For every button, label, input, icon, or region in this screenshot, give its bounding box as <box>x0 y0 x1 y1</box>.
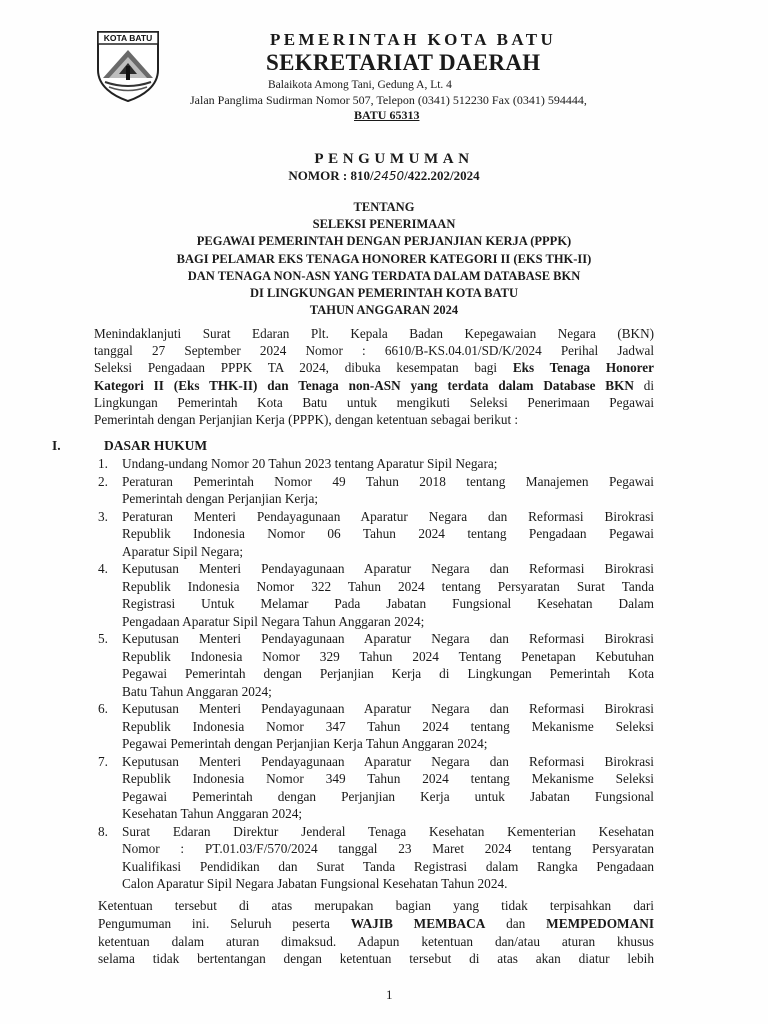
section-number: I. <box>52 438 61 453</box>
intro-line: Menindaklanjuti Surat Edaran Plt. Kepala Badan Kepegawaian Negara (BKN) <box>94 326 654 341</box>
intro-line: Kategori II (Eks THK-II) dan Tenaga non-ASN yang terdata dalam Database BKN di <box>94 377 654 393</box>
kota-batu-emblem-icon <box>95 30 161 102</box>
closing-bold: WAJIB MEMBACA <box>350 915 486 931</box>
letterhead-address: Jalan Panglima Sudirman Nomor 507, Telepon (0341) 512230 Fax (0341) 594444, <box>190 93 587 107</box>
list-item: 7. Keputusan Menteri Pendayagunaan Aparatur Negara dan Reformasi Birokrasi Republik Indonesia Nomor 349 Tahun 2024 tentang Mekanisme Seleksi Pegawai Pemerintah dengan Perjanjian Kerja untuk Jabatan Fungsional Kesehatan Tahun Anggaran 2024; <box>98 753 654 821</box>
number-handwritten: 2450 <box>373 169 405 183</box>
about-label: TENTANG <box>353 200 415 214</box>
list-item: 5. Keputusan Menteri Pendayagunaan Aparatur Negara dan Reformasi Birokrasi Republik Indonesia Nomor 329 Tahun 2024 Tentang Penetapan Kebutuhan Pegawai Pemerintah dengan Perjanjian Kerja di Lingkungan Pemerintah Kota Batu Tahun Anggaran 2024; <box>98 631 654 699</box>
intro-paragraph <box>94 325 654 428</box>
list-item: 6. Keputusan Menteri Pendayagunaan Aparatur Negara dan Reformasi Birokrasi Republik Indonesia Nomor 347 Tahun 2024 tentang Mekanisme Seleksi Pegawai Pemerintah dengan Perjanjian Kerja Tahun Anggaran 2024; <box>98 701 654 751</box>
subject-line: DAN TENAGA NON-ASN YANG TERDATA DALAM DATABASE BKN <box>187 268 581 283</box>
subject-line: BAGI PELAMAR EKS TENAGA HONORER KATEGORI II (EKS THK-II) <box>176 251 592 266</box>
logo-text: KOTA BATU <box>103 33 153 43</box>
page-number: 1 <box>386 987 393 1002</box>
subject-line: SELEKSI PENERIMAAN <box>312 217 456 231</box>
letterhead-office: SEKRETARIAT DAERAH <box>266 50 541 75</box>
list-item: 8. Surat Edaran Direktur Jenderal Tenaga Kesehatan Kementerian Kesehatan Nomor : PT.01.03/F/570/2024 tanggal 23 Maret 2024 tentang Persyaratan Kualifikasi Pendidikan dan Surat Tanda Registrasi dalam Rangka Pengadaan Calon Aparatur Sipil Negara Jabatan Fungsional Kesehatan Tahun 2024. <box>98 823 654 891</box>
intro-bold: Kategori II (Eks THK-II) dan Tenaga non-ASN yang terdata dalam Database BKN <box>94 377 634 393</box>
list-item: 4. Keputusan Menteri Pendayagunaan Aparatur Negara dan Reformasi Birokrasi Republik Indonesia Nomor 322 Tahun 2024 tentang Persyaratan Surat Tanda Registrasi Untuk Melamar Pada Jabatan Fungsional Kesehatan Dalam Pengadaan Aparatur Sipil Negara Tahun Anggaran 2024; <box>98 561 654 629</box>
number-prefix: NOMOR : 810/ <box>288 168 374 183</box>
announcement-number <box>0 168 768 184</box>
intro-line: Pemerintah dengan Perjanjian Kerja (PPPK), dengan ketentuan sebagai berikut : <box>94 412 519 428</box>
intro-line: tanggal 27 September 2024 Nomor : 6610/B-KS.04.01/SD/K/2024 Perihal Jadwal <box>94 343 654 359</box>
closing-bold: MEMPEDOMANI <box>546 915 654 931</box>
letterhead-city: BATU 65313 <box>354 108 420 122</box>
list-item: 2. Peraturan Pemerintah Nomor 49 Tahun 2018 tentang Manajemen Pegawai Pemerintah dengan Perjanjian Kerja; <box>98 473 654 506</box>
announcement-heading: PENGUMUMAN <box>314 151 474 167</box>
letterhead-government: PEMERINTAH KOTA BATU <box>270 30 557 49</box>
intro-bold: Eks Tenaga Honorer <box>512 360 654 376</box>
intro-line: Seleksi Pengadaan PPPK TA 2024, dibuka kesempatan bagi Eks Tenaga Honorer <box>94 360 654 376</box>
number-suffix: /422.202/2024 <box>404 168 480 183</box>
list-item: 1. Undang-undang Nomor 20 Tahun 2023 tentang Aparatur Sipil Negara; <box>98 456 498 471</box>
subject-line: DI LINGKUNGAN PEMERINTAH KOTA BATU <box>249 286 519 301</box>
intro-line: Lingkungan Pemerintah Kota Batu untuk mengikuti Seleksi Penerimaan Pegawai <box>94 394 654 410</box>
section-title: DASAR HUKUM <box>104 438 208 453</box>
letterhead-building: Balaikota Among Tani, Gedung A, Lt. 4 <box>268 79 452 91</box>
closing-paragraph: Ketentuan tersebut di atas merupakan bagian yang tidak terpisahkan dari Pengumuman ini. Seluruh peserta WAJIB MEMBACA dan MEMPEDOMANI ketentuan dalam aturan dimaksud. Adapun ketentuan dan/atau aturan khusus selama tidak bertentangan dengan ketentuan tersebut di atas akan diatur lebih <box>98 898 654 967</box>
subject-line: PEGAWAI PEMERINTAH DENGAN PERJANJIAN KERJA (PPPK) <box>196 234 572 249</box>
subject-lines <box>0 216 768 320</box>
legal-basis-list <box>98 455 654 893</box>
list-item: 3. Peraturan Menteri Pendayagunaan Aparatur Negara dan Reformasi Birokrasi Republik Indonesia Nomor 06 Tahun 2024 tentang Pengadaan Pegawai Aparatur Sipil Negara; <box>98 508 654 559</box>
subject-line: TAHUN ANGGARAN 2024 <box>309 303 459 318</box>
